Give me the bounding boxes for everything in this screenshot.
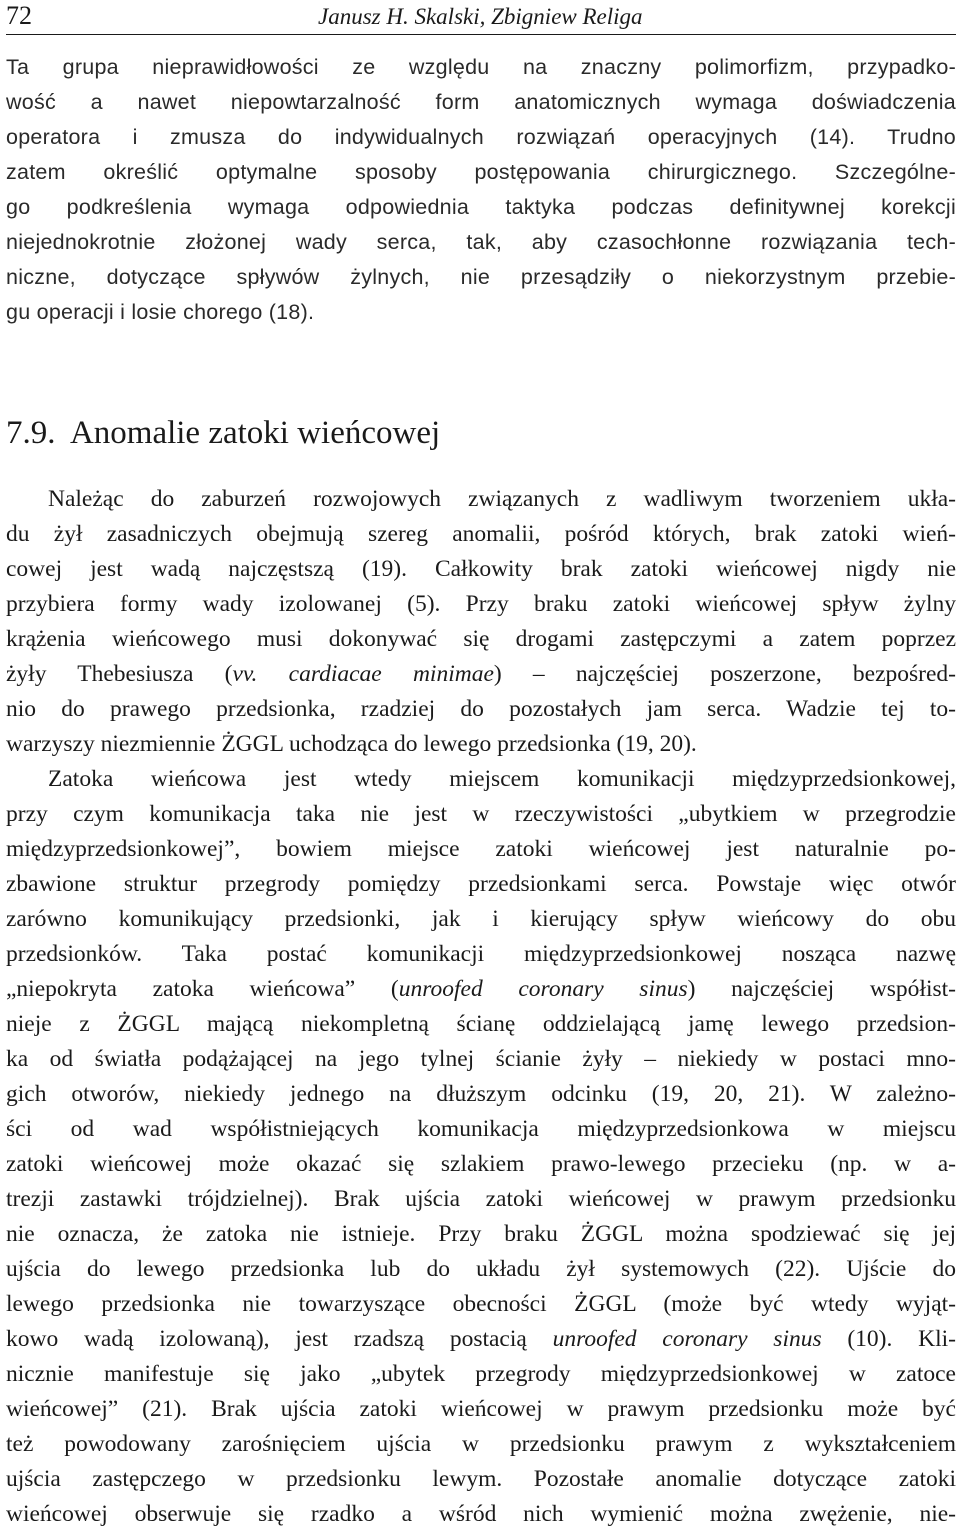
italic-term: unroofed coronary sinus bbox=[552, 1326, 822, 1352]
text-segment: nicznie manifestuje się jako „ubytek przegrody międzyprzedsionkowej w zatoce bbox=[6, 1361, 956, 1387]
text-line bbox=[6, 902, 956, 937]
text-line bbox=[6, 797, 956, 832]
text-line bbox=[6, 762, 956, 797]
text-line: zatem określić optymalne sposoby postępowania chirurgicznego. Szczególne- bbox=[6, 160, 956, 184]
section-heading bbox=[6, 408, 806, 458]
section-body bbox=[6, 482, 956, 1532]
text-segment: nie oznacza, że zatoka nie istnieje. Przy braku ŻGGL można spodziewać się jej bbox=[6, 1221, 956, 1247]
text-segment: ści od wad współistniejących komunikacja międzyprzedsionkowa w miejscu bbox=[6, 1116, 956, 1142]
text-segment: zbawione struktur przegrody pomiędzy przedsionkami serca. Powstaje więc otwór bbox=[6, 871, 956, 897]
running-title: Janusz H. Skalski, Zbigniew Religa bbox=[318, 4, 643, 29]
section-number: 7.9. bbox=[6, 415, 56, 451]
text-line: niejednokrotnie złożonej wady serca, tak, aby czasochłonne rozwiązania tech- bbox=[6, 230, 956, 254]
italic-term: vv. cardiacae minimae bbox=[232, 661, 494, 687]
text-segment: zarówno komunikujący przedsionki, jak i kierujący spływ wieńcowy do obu bbox=[6, 906, 956, 932]
text-segment: krążenia wieńcowego musi dokonywać się drogami zastępczymi a zatem poprzez bbox=[6, 626, 956, 652]
text-line bbox=[6, 1112, 956, 1147]
text-line: Ta grupa nieprawidłowości ze względu na znaczny polimorfizm, przypadko- bbox=[6, 55, 956, 79]
text-line bbox=[6, 832, 956, 867]
text-segment: ) – najczęściej poszerzone, bezpośred- bbox=[493, 661, 956, 687]
text-segment: też powodowany zarośnięciem ujścia w przedsionku prawym z wykształceniem bbox=[6, 1431, 956, 1457]
text-segment: ujścia zastępczego w przedsionku lewym. Pozostałe anomalie dotyczące zatoki bbox=[6, 1466, 956, 1492]
text-segment: (10). Kli- bbox=[821, 1326, 956, 1352]
text-segment: du żył zasadniczych obejmują szereg anomalii, pośród których, brak zatoki wień- bbox=[6, 521, 956, 547]
text-line bbox=[6, 657, 956, 692]
text-line bbox=[6, 1217, 956, 1252]
text-segment: Zatoka wieńcowa jest wtedy miejscem komunikacji międzyprzedsionkowej, bbox=[48, 766, 956, 792]
text-segment: ka od światła podążającej na jego tylnej ścianie żyły – niekiedy w postaci mno- bbox=[6, 1046, 956, 1072]
text-segment: trezji zastawki trójdzielnej). Brak ujścia zatoki wieńcowej w prawym przedsionku bbox=[6, 1186, 956, 1212]
text-line: go podkreślenia wymaga odpowiednia taktyka podczas definitywnej korekcji bbox=[6, 195, 956, 219]
text-segment: zatoki wieńcowej może okazać się szlakiem prawo-lewego przecieku (np. w a- bbox=[6, 1151, 956, 1177]
text-line bbox=[6, 1462, 956, 1497]
text-line bbox=[6, 1357, 956, 1392]
text-segment: wieńcowej obserwuje się rzadko a wśród nich wymienić można zwężenie, nie- bbox=[6, 1501, 956, 1527]
text-line: wość a nawet niepowtarzalność form anatomicznych wymaga doświadczenia bbox=[6, 90, 956, 114]
text-line bbox=[6, 972, 956, 1007]
text-line bbox=[6, 517, 956, 552]
text-line bbox=[6, 1077, 956, 1112]
text-line bbox=[6, 1182, 956, 1217]
text-segment: ) najczęściej współist- bbox=[687, 976, 956, 1002]
text-line bbox=[6, 622, 956, 657]
text-line bbox=[6, 1042, 956, 1077]
text-line bbox=[6, 1392, 956, 1427]
text-segment: ujścia do lewego przedsionka lub do układu żył systemowych (22). Ujście do bbox=[6, 1256, 956, 1282]
text-line bbox=[6, 937, 956, 972]
text-segment: nio do prawego przedsionka, rzadziej do pozostałych jam serca. Wadzie tej to- bbox=[6, 696, 956, 722]
text-segment: przybiera formy wady izolowanej (5). Przy braku zatoki wieńcowej spływ żylny bbox=[6, 591, 956, 617]
text-segment: Należąc do zaburzeń rozwojowych związanych z wadliwym tworzeniem ukła- bbox=[48, 486, 956, 512]
italic-term: unroofed coronary sinus bbox=[398, 976, 688, 1002]
text-line bbox=[6, 1252, 956, 1287]
text-line bbox=[6, 1147, 956, 1182]
text-segment: nieje z ŻGGL mającą niekompletną ścianę oddzielającą jamę lewego przedsion- bbox=[6, 1011, 956, 1037]
text-segment: wieńcowej” (21). Brak ujścia zatoki wieńcowej w prawym przedsionku może być bbox=[6, 1396, 956, 1422]
text-line bbox=[6, 1007, 956, 1042]
text-line bbox=[6, 1287, 956, 1322]
page-header bbox=[6, 0, 956, 34]
text-segment: gich otworów, niekiedy jednego na dłuższym odcinku (19, 20, 21). W zależno- bbox=[6, 1081, 956, 1107]
section-title: Anomalie zatoki wieńcowej bbox=[69, 415, 441, 451]
intro-paragraph bbox=[6, 50, 956, 330]
text-line bbox=[6, 482, 956, 517]
text-line: operatora i zmusza do indywidualnych rozwiązań operacyjnych (14). Trudno bbox=[6, 125, 956, 149]
header-rule bbox=[6, 34, 956, 35]
text-segment: cowej jest wadą najczęstszą (19). Całkowity brak zatoki wieńcowej nigdy nie bbox=[6, 556, 956, 582]
page-number: 72 bbox=[6, 1, 32, 30]
text-line bbox=[6, 867, 956, 902]
text-line: gu operacji i losie chorego (18). bbox=[6, 300, 315, 324]
text-segment: międzyprzedsionkowej”, bowiem miejsce zatoki wieńcowej jest naturalnie po- bbox=[6, 836, 956, 862]
text-line bbox=[6, 1427, 956, 1462]
text-segment: „niepokryta zatoka wieńcowa” ( bbox=[6, 976, 399, 1002]
text-line bbox=[6, 552, 956, 587]
text-segment: warzyszy niezmiennie ŻGGL uchodząca do lewego przedsionka (19, 20). bbox=[6, 731, 697, 757]
text-segment: przy czym komunikacja taka nie jest w rzeczywistości „ubytkiem w przegrodzie bbox=[6, 801, 956, 827]
text-line bbox=[6, 692, 956, 727]
text-line bbox=[6, 587, 956, 622]
text-segment: przedsionków. Taka postać komunikacji międzyprzedsionkowej nosząca nazwę bbox=[6, 941, 956, 967]
text-segment: lewego przedsionka nie towarzyszące obecności ŻGGL (może być wtedy wyjąt- bbox=[6, 1291, 956, 1317]
text-line bbox=[6, 1322, 956, 1357]
text-segment: kowo wadą izolowaną), jest rzadszą postacią bbox=[6, 1326, 553, 1352]
text-line: niczne, dotyczące spływów żylnych, nie przesądziły o niekorzystnym przebie- bbox=[6, 265, 956, 289]
text-line bbox=[6, 727, 956, 762]
text-segment: żyły Thebesiusza ( bbox=[6, 661, 233, 687]
text-line bbox=[6, 1497, 956, 1532]
